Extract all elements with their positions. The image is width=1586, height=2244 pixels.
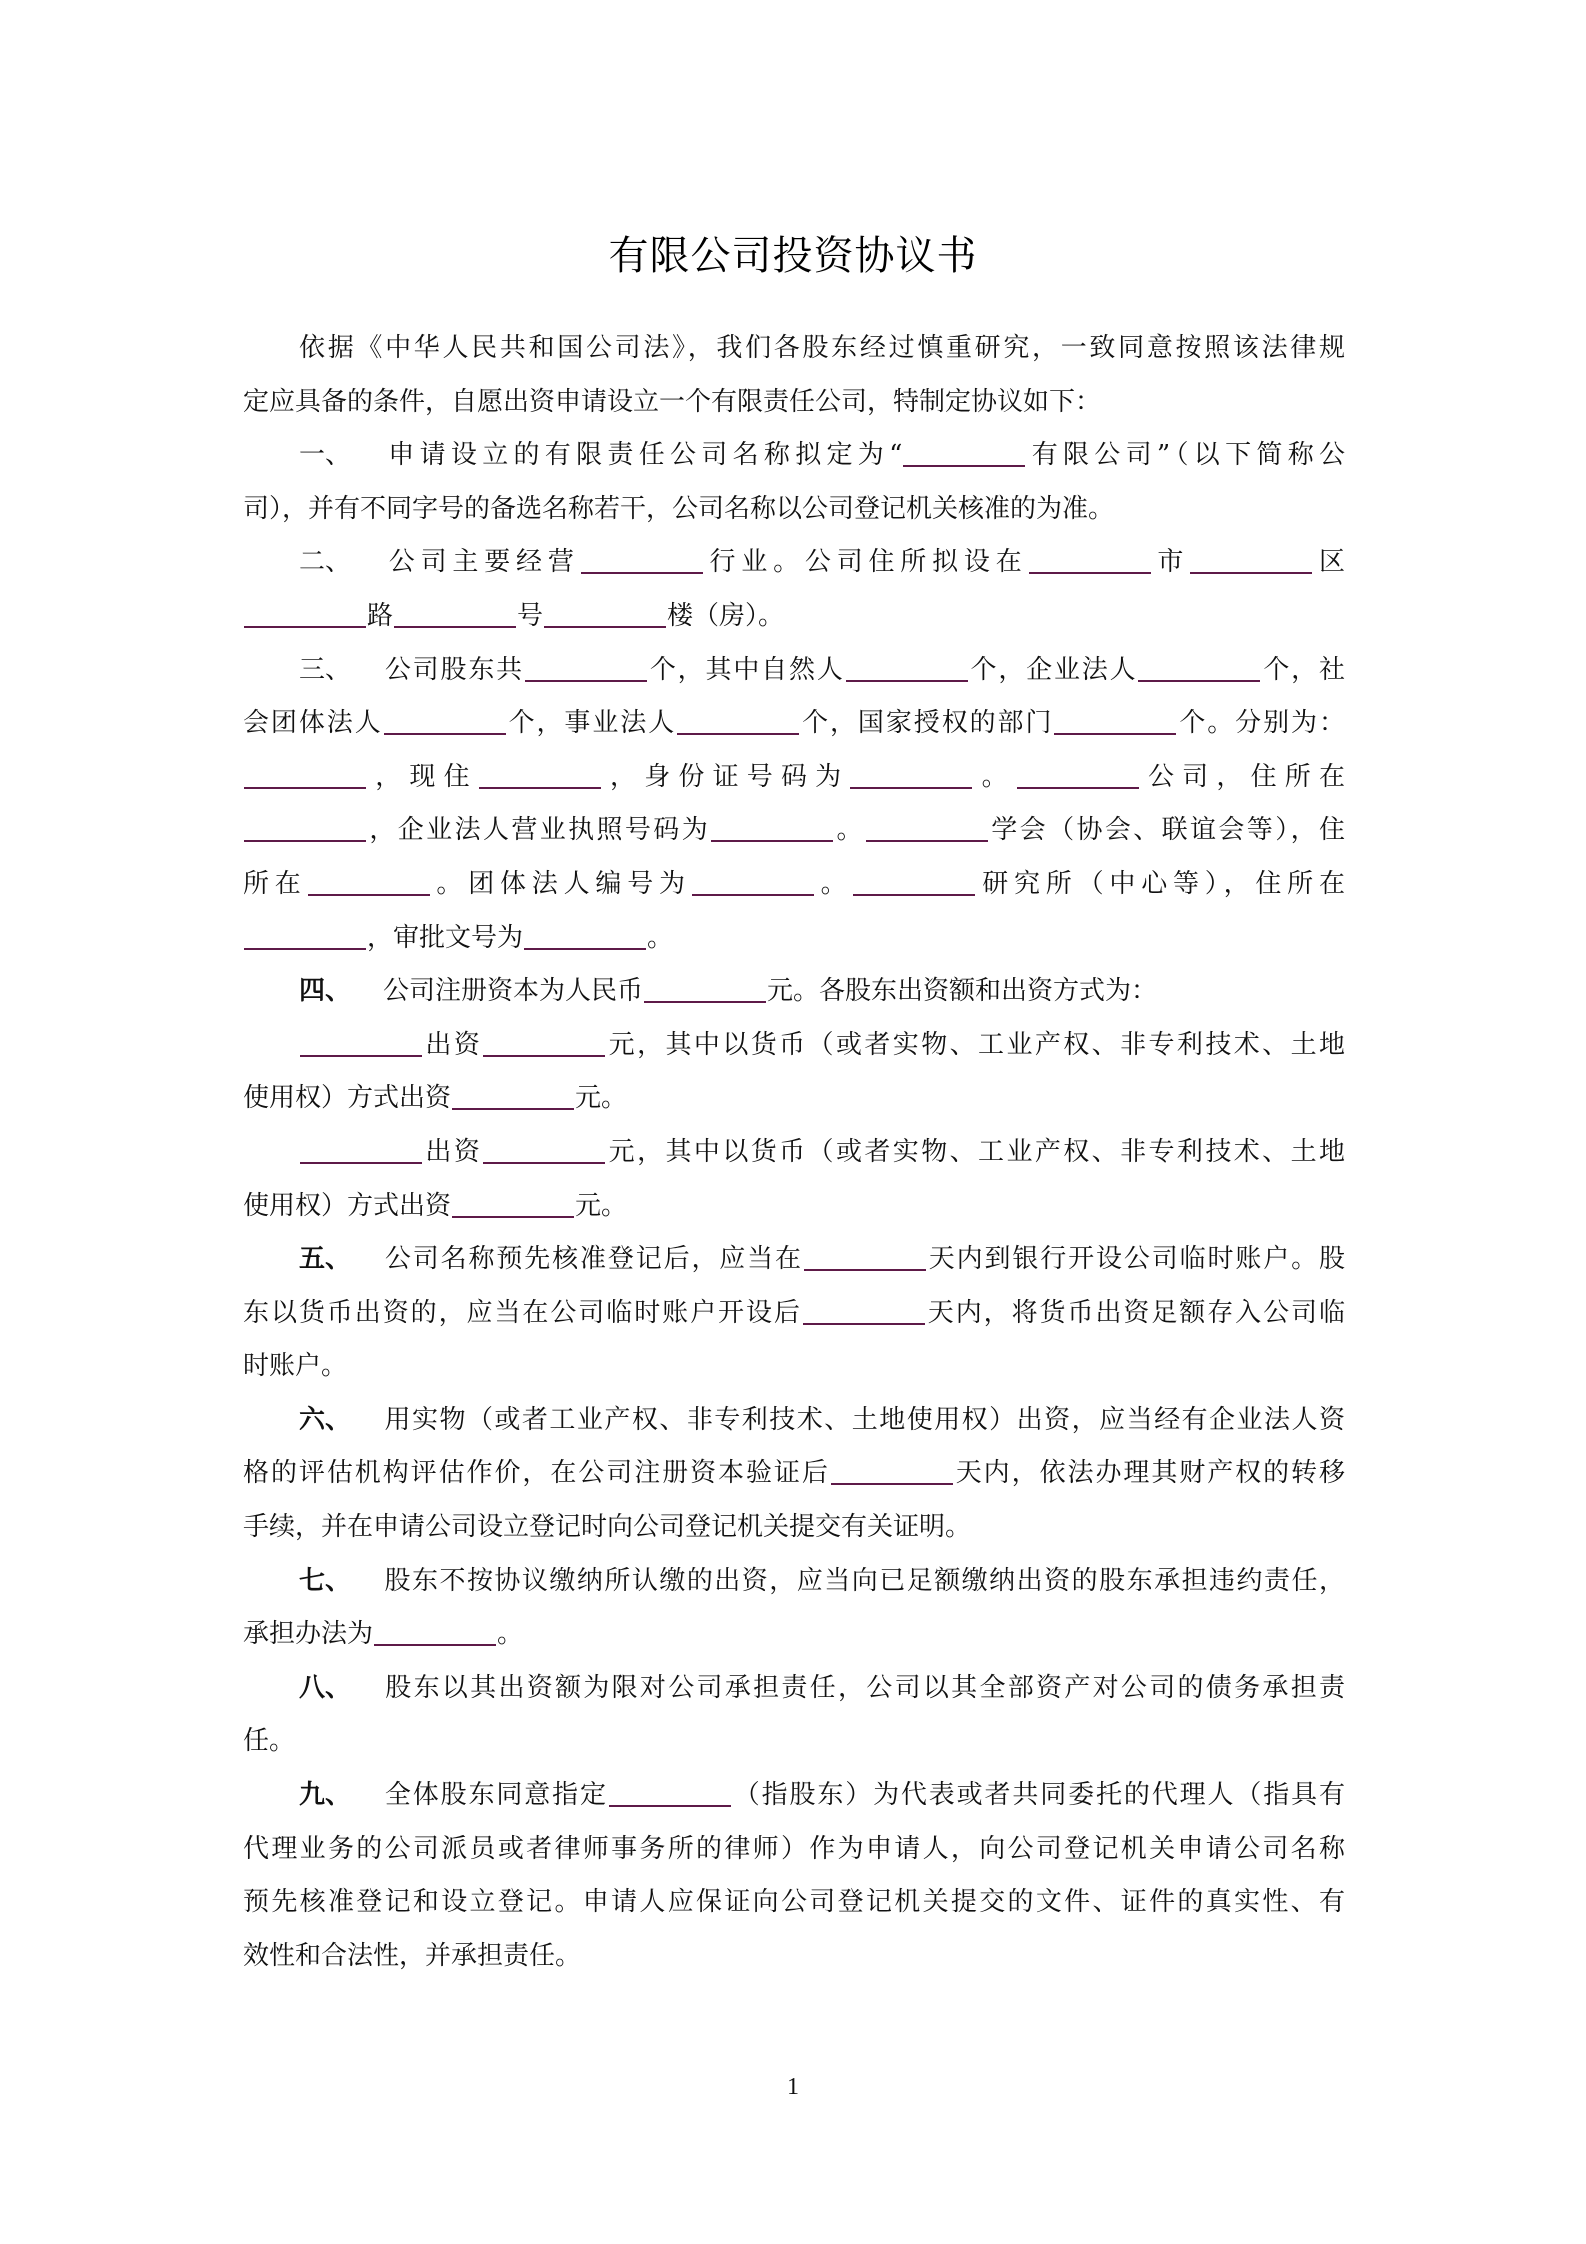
text-segment: 个。分别为： [1177, 708, 1345, 739]
fill-in-blank[interactable] [866, 814, 988, 842]
clause-paragraph [243, 1394, 1345, 1555]
fill-in-blank[interactable] [452, 1190, 574, 1218]
text-segment: 研究所（中心等），住所在 [976, 868, 1345, 899]
text-line [243, 1287, 1345, 1341]
fill-in-blank[interactable] [846, 654, 968, 682]
text-segment: ，企业法人营业执照号码为 [367, 815, 711, 846]
fill-in-blank[interactable] [244, 814, 366, 842]
clause-number: 九、 [299, 1780, 352, 1811]
text-line [243, 965, 1345, 1019]
text-segment: 。 [834, 815, 865, 846]
text-segment: 元，其中以货币（或者实物、工业产权、非专利技术、土地 [606, 1029, 1345, 1060]
text-line [243, 1930, 1345, 1984]
fill-in-blank[interactable] [244, 922, 366, 950]
fill-in-blank[interactable] [803, 1297, 925, 1325]
fill-in-blank[interactable] [374, 1618, 496, 1646]
text-segment: 个，企业法人 [968, 654, 1138, 685]
clause-paragraph [243, 1019, 1345, 1126]
text-segment: 个，社 [1261, 654, 1345, 685]
fill-in-blank[interactable] [483, 1136, 605, 1164]
fill-in-blank[interactable] [804, 1243, 926, 1271]
text-line [243, 322, 1345, 376]
fill-in-blank[interactable] [903, 439, 1025, 467]
text-line [243, 376, 1345, 430]
clause-paragraph [243, 429, 1345, 536]
text-segment: 个，其中自然人 [648, 654, 845, 685]
text-segment: 代理业务的公司派员或者律师事务所的律师）作为申请人，向公司登记机关申请公司名称 [243, 1833, 1345, 1864]
fill-in-blank[interactable] [831, 1457, 953, 1485]
text-segment: 天内到银行开设公司临时账户。股 [926, 1244, 1345, 1275]
text-segment: 任。 [243, 1726, 296, 1757]
text-line [243, 858, 1345, 912]
text-line [243, 429, 1345, 483]
text-segment: 。 [814, 868, 853, 899]
text-segment: 。 [973, 761, 1016, 792]
text-segment: 。 [647, 922, 674, 953]
fill-in-blank[interactable] [394, 600, 516, 628]
page-number: 1 [787, 2074, 799, 2100]
text-line [243, 483, 1345, 537]
fill-in-blank[interactable] [1029, 546, 1151, 574]
text-segment: 会团体法人 [243, 708, 383, 739]
fill-in-blank[interactable] [300, 1029, 422, 1057]
fill-in-blank[interactable] [244, 761, 366, 789]
text-segment: 东以货币出资的，应当在公司临时账户开设后 [243, 1297, 802, 1328]
fill-in-blank[interactable] [479, 761, 601, 789]
text-line [243, 1715, 1345, 1769]
text-line [243, 1126, 1345, 1180]
fill-in-blank[interactable] [1017, 761, 1139, 789]
text-segment: 股东不按协议缴纳所认缴的出资，应当向已足额缴纳出资的股东承担违约责任， [383, 1565, 1345, 1596]
text-line [243, 1072, 1345, 1126]
fill-in-blank[interactable] [244, 600, 366, 628]
fill-in-blank[interactable] [692, 868, 814, 896]
fill-in-blank[interactable] [1054, 707, 1176, 735]
fill-in-blank[interactable] [300, 1136, 422, 1164]
text-segment: 用实物（或者工业产权、非专利技术、土地使用权）出资，应当经有企业法人资 [383, 1404, 1345, 1435]
text-segment: 使用权）方式出资 [243, 1190, 452, 1221]
text-segment: 元。 [575, 1083, 628, 1114]
clause-paragraph [243, 1662, 1345, 1769]
text-segment: （指股东）为代表或者共同委托的代理人（指具有 [731, 1780, 1345, 1811]
text-segment: 天内，依法办理其财产权的转移 [953, 1458, 1345, 1489]
fill-in-blank[interactable] [711, 814, 833, 842]
text-segment: 效性和合法性，并承担责任。 [243, 1940, 582, 1971]
text-line [243, 1555, 1345, 1609]
text-line [243, 1823, 1345, 1877]
text-segment: 行业。公司住所拟设在 [703, 547, 1028, 578]
clause-number: 四、 [299, 976, 352, 1007]
text-line [243, 1876, 1345, 1930]
clause-paragraph [243, 536, 1345, 643]
text-line [243, 1447, 1345, 1501]
text-segment: 个，国家授权的部门 [800, 708, 1054, 739]
text-segment: 楼（房）。 [667, 600, 785, 631]
text-segment: 手续，并在申请公司设立登记时向公司登记机关提交有关证明。 [243, 1512, 972, 1543]
clause-paragraph [243, 1126, 1345, 1233]
fill-in-blank[interactable] [677, 707, 799, 735]
text-segment: 使用权）方式出资 [243, 1083, 452, 1114]
fill-in-blank[interactable] [853, 868, 975, 896]
text-segment: 元，其中以货币（或者实物、工业产权、非专利技术、土地 [606, 1136, 1345, 1167]
clause-number: 六、 [299, 1404, 352, 1435]
page-title: 有限公司投资协议书 [608, 233, 978, 279]
text-segment: ，审批文号为 [367, 922, 524, 953]
text-segment: 。团体法人编号为 [430, 868, 691, 899]
text-line [243, 1180, 1345, 1234]
fill-in-blank[interactable] [525, 654, 647, 682]
text-segment: ，现住 [367, 761, 478, 792]
text-segment: 公司名称预先核准登记后，应当在 [383, 1244, 803, 1275]
text-segment: 市 [1151, 547, 1190, 578]
text-segment: 所在 [243, 868, 307, 899]
clause-paragraph [243, 1769, 1345, 1983]
text-segment: 公司注册资本为人民币 [383, 976, 644, 1007]
text-line [243, 644, 1345, 698]
text-segment: 区 [1313, 547, 1345, 578]
clause-number: 八、 [299, 1672, 352, 1703]
text-segment: 司），并有不同字号的备选名称若干，公司名称以公司登记机关核准的为准。 [243, 493, 1115, 524]
fill-in-blank[interactable] [452, 1082, 574, 1110]
fill-in-blank[interactable] [384, 707, 506, 735]
text-line [243, 1769, 1345, 1823]
text-segment: 申请设立的有限责任公司名称拟定为“ [383, 440, 903, 471]
fill-in-blank[interactable] [644, 975, 766, 1003]
text-line [243, 1233, 1345, 1287]
fill-in-blank[interactable] [308, 868, 430, 896]
clause-number: 一、 [299, 440, 352, 471]
text-line [243, 1019, 1345, 1073]
text-line [243, 804, 1345, 858]
clause-number: 三、 [299, 654, 352, 685]
clause-paragraph [243, 1555, 1345, 1662]
clause-paragraph [243, 965, 1345, 1019]
text-segment: 时账户。 [243, 1351, 348, 1382]
text-line [243, 751, 1345, 805]
fill-in-blank[interactable] [483, 1029, 605, 1057]
text-segment: 公司主要经营 [383, 547, 580, 578]
text-segment: 出资 [423, 1029, 483, 1060]
text-segment: 出资 [423, 1136, 483, 1167]
text-line [243, 912, 1345, 966]
clause-number: 二、 [299, 547, 352, 578]
text-line [243, 1501, 1345, 1555]
text-segment: ，身份证号码为 [601, 761, 850, 792]
text-segment: 依据《中华人民共和国公司法》，我们各股东经过慎重研究，一致同意按照该法律规 [299, 333, 1345, 363]
text-segment: 全体股东同意指定 [383, 1780, 608, 1811]
document-body [243, 322, 1345, 1983]
fill-in-blank[interactable] [581, 546, 703, 574]
fill-in-blank[interactable] [1138, 654, 1260, 682]
text-segment: 股东以其出资额为限对公司承担责任，公司以其全部资产对公司的债务承担责 [383, 1672, 1345, 1703]
text-segment: 承担办法为 [243, 1619, 374, 1650]
clause-paragraph [243, 322, 1345, 429]
text-segment: 号 [517, 600, 544, 631]
text-line [243, 536, 1345, 590]
fill-in-blank[interactable] [609, 1779, 731, 1807]
fill-in-blank[interactable] [850, 761, 972, 789]
text-line [243, 1662, 1345, 1716]
text-segment: 元。各股东出资额和出资方式为： [767, 976, 1158, 1007]
text-line [243, 1340, 1345, 1394]
text-line [243, 1608, 1345, 1662]
text-segment: 公司，住所在 [1139, 761, 1345, 792]
clause-number: 七、 [299, 1565, 352, 1596]
text-segment: 路 [367, 600, 394, 631]
clause-paragraph [243, 1233, 1345, 1394]
text-line [243, 697, 1345, 751]
fill-in-blank[interactable] [544, 600, 666, 628]
text-segment: 格的评估机构评估作价，在公司注册资本验证后 [243, 1458, 830, 1489]
fill-in-blank[interactable] [524, 922, 646, 950]
text-segment: 天内，将货币出资足额存入公司临 [925, 1297, 1345, 1328]
text-segment: 预先核准登记和设立登记。申请人应保证向公司登记机关提交的文件、证件的真实性、有 [243, 1887, 1345, 1918]
text-segment: 有限公司”（以下简称公 [1026, 440, 1345, 471]
text-segment: 定应具备的条件，自愿出资申请设立一个有限责任公司，特制定协议如下： [243, 386, 1102, 417]
text-segment: 学会（协会、联谊会等），住 [988, 815, 1345, 846]
fill-in-blank[interactable] [1190, 546, 1312, 574]
text-segment: 公司股东共 [383, 654, 524, 685]
text-line [243, 1394, 1345, 1448]
text-segment: 。 [497, 1619, 524, 1650]
clause-number: 五、 [299, 1244, 352, 1275]
text-segment: 元。 [575, 1190, 628, 1221]
text-segment: 个，事业法人 [506, 708, 677, 739]
text-line [243, 590, 1345, 644]
clause-paragraph [243, 644, 1345, 966]
